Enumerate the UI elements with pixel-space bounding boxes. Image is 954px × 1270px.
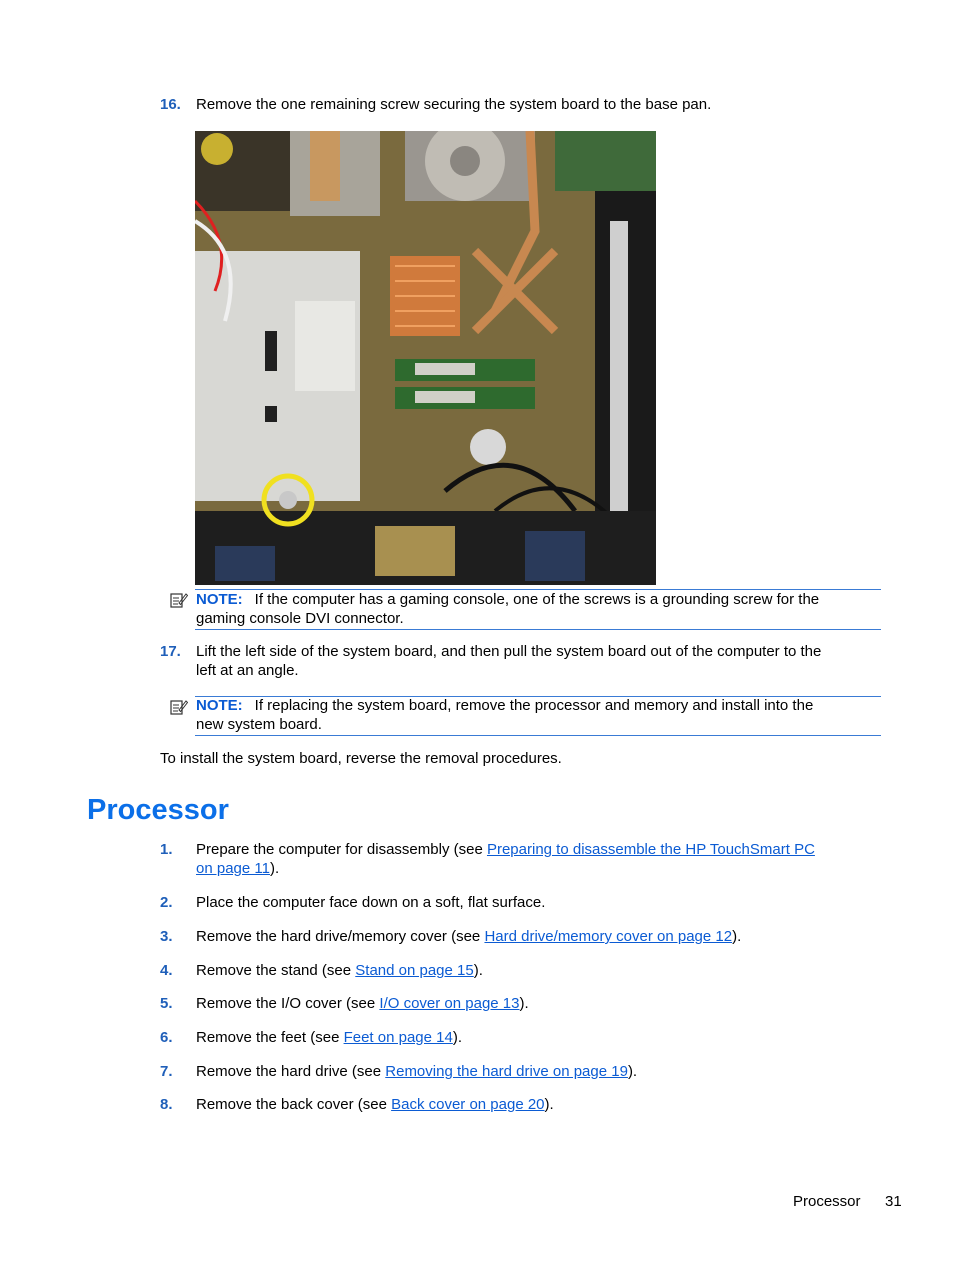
step-17-text [196,642,886,680]
step-4-text [196,961,483,980]
step-7-text [196,1062,637,1081]
note-2-text-line2: new system board. [196,716,322,733]
step-number: 5. [160,995,173,1012]
step-3-text [196,927,741,946]
step-text-end: ). [473,962,483,979]
note-2-text: If replacing the system board, remove the processor and memory and install into the [254,697,814,714]
note-icon [170,591,188,609]
step-text: Remove the I/O cover (see [196,995,380,1012]
step-text-end: ). [269,860,280,877]
step-text: Prepare the computer for disassembly (see [196,841,487,858]
step-text-end: ). [519,995,529,1012]
step-6-text [196,1028,462,1047]
section-heading: Processor [87,794,229,826]
note-icon [170,698,188,716]
step-16-text: Remove the one remaining screw securing the system board to the base pan. [196,96,712,113]
step-text-end: ). [627,1063,638,1080]
step-text: Remove the hard drive (see [196,1063,386,1080]
step-number: 6. [160,1029,173,1046]
note-2 [196,696,886,734]
feet-link[interactable]: Feet on page 14 [343,1029,453,1046]
note-1-text-line2: gaming console DVI connector. [196,610,404,627]
preparing-link[interactable]: Preparing to disassemble the HP TouchSmart PC [486,841,815,858]
step-number: 8. [160,1096,173,1113]
step-number: 4. [160,962,173,979]
preparing-link-page[interactable]: on page 11 [196,860,270,877]
step-text-end: ). [452,1029,463,1046]
step-number: 2. [160,894,173,911]
note-bottom-rule [195,629,881,630]
step-17-number: 17. [160,643,181,660]
step-text: Remove the hard drive/memory cover (see [196,928,485,945]
install-text: To install the system board, reverse the removal procedures. [160,750,562,767]
back-cover-link[interactable]: Back cover on page 20 [391,1096,545,1113]
system-board-photo [195,131,656,585]
step-1-text [196,840,886,878]
note-2-bottom-rule [195,735,881,736]
step-text-end: ). [732,928,742,945]
step-number: 3. [160,928,173,945]
note-1-text: If the computer has a gaming console, one of the screws is a grounding screw for the [254,591,820,608]
step-number: 7. [160,1063,173,1080]
step-text-end: ). [544,1096,554,1113]
note-label: NOTE: [196,697,243,714]
step-17-line2: left at an angle. [196,662,299,679]
step-2-text: Place the computer face down on a soft, flat surface. [196,894,546,911]
footer-section: Processor [793,1193,861,1210]
step-number: 1. [160,841,173,858]
note-label: NOTE: [196,591,243,608]
stand-link[interactable]: Stand on page 15 [355,962,474,979]
step-5-text [196,994,529,1013]
step-text: Remove the back cover (see [196,1096,392,1113]
step-text: Remove the feet (see [196,1029,344,1046]
note-1 [196,590,886,628]
footer-page-number: 31 [885,1193,902,1210]
step-17-line1: Lift the left side of the system board, and then pull the system board out of the computer to the [196,643,822,660]
step-text: Remove the stand (see [196,962,356,979]
removing-hard-drive-link[interactable]: Removing the hard drive on page 19 [385,1063,628,1080]
hard-drive-memory-cover-link[interactable]: Hard drive/memory cover on page 12 [484,928,733,945]
io-cover-link[interactable]: I/O cover on page 13 [379,995,520,1012]
step-8-text [196,1095,554,1114]
step-16-number: 16. [160,96,181,113]
